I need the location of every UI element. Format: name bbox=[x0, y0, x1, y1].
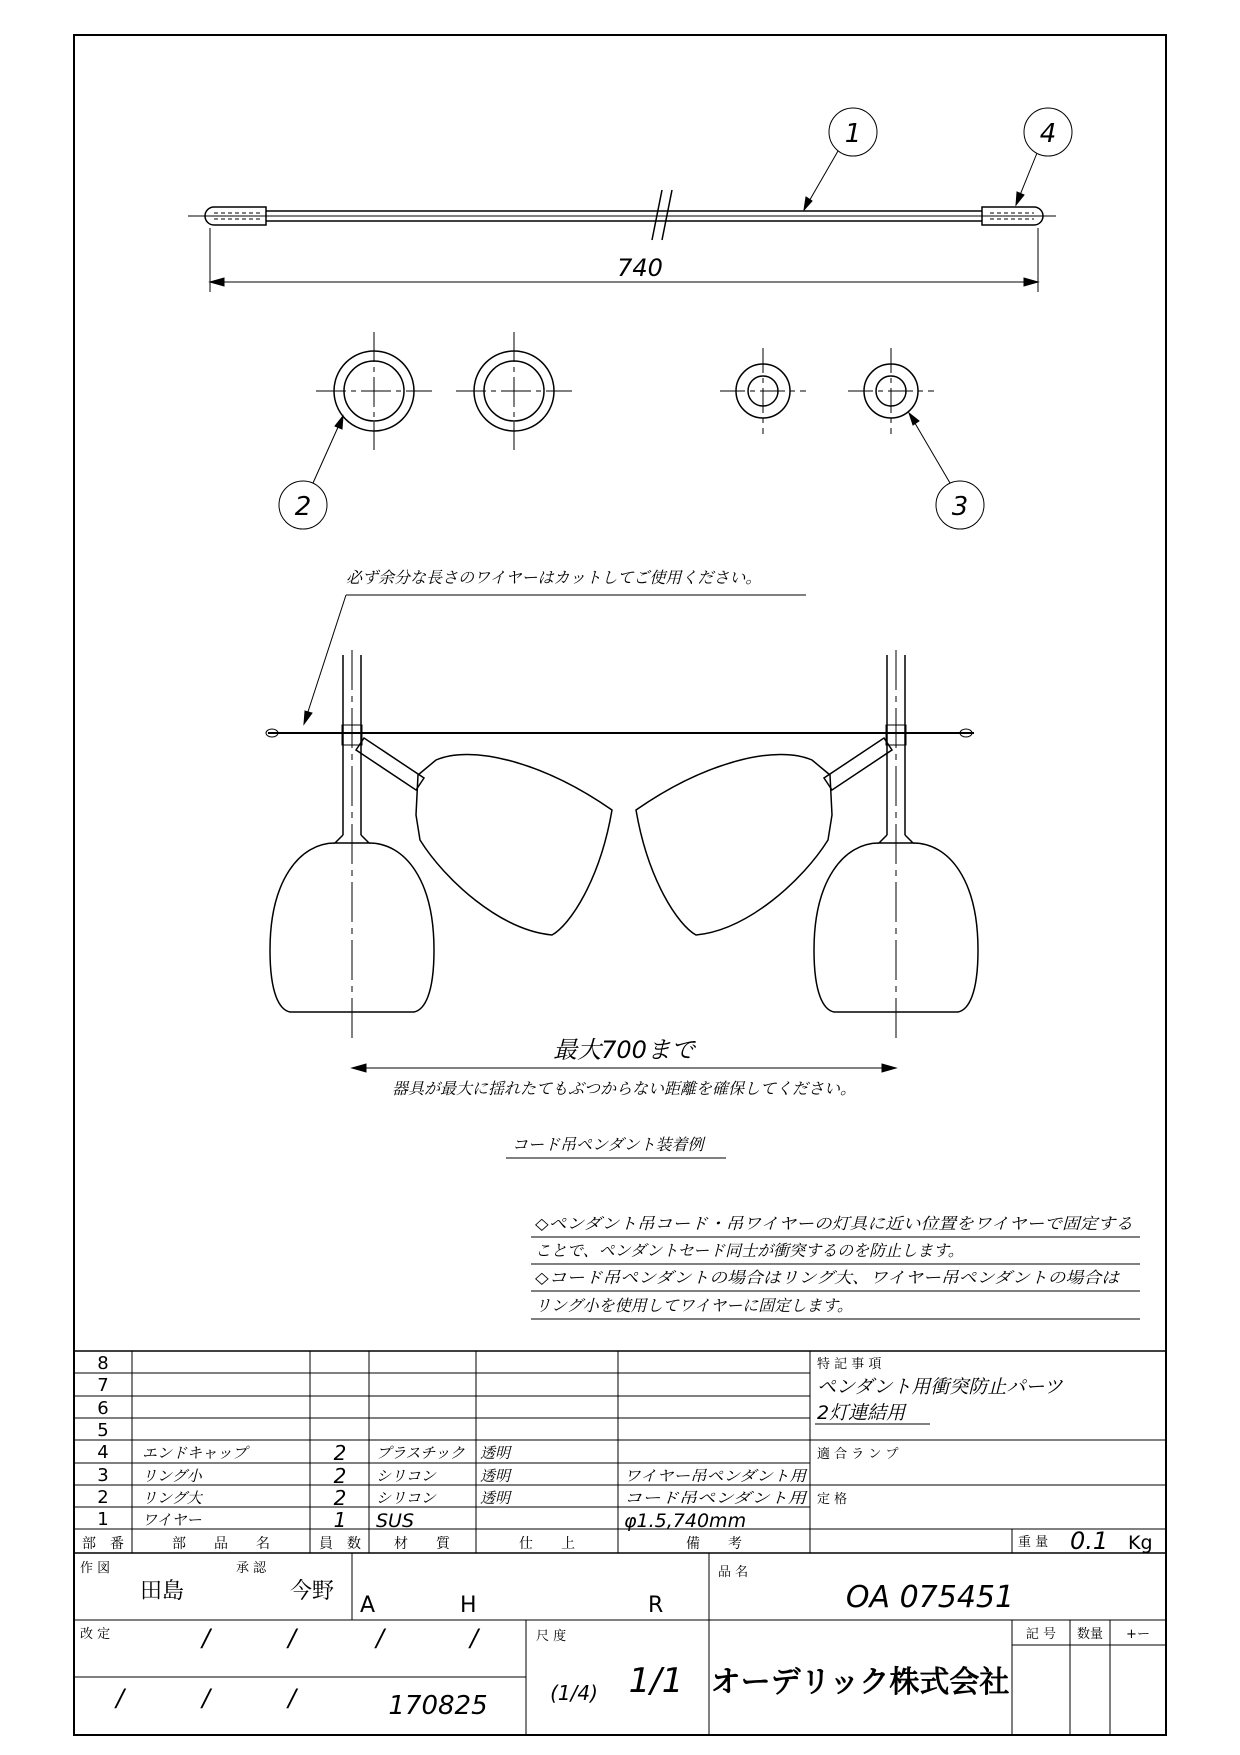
side-panel bbox=[815, 1356, 1153, 1555]
revision-slash-1: / bbox=[201, 1624, 211, 1652]
revision-slash-6: / bbox=[201, 1684, 211, 1712]
header-finish: 仕 上 bbox=[519, 1536, 575, 1552]
callout-4: 4 bbox=[1039, 119, 1057, 149]
product-code: OA 075451 bbox=[845, 1580, 1015, 1615]
weight-unit: Kg bbox=[1128, 1532, 1153, 1554]
quantity-label: 数量 bbox=[1076, 1627, 1104, 1642]
row-finish: 透明 bbox=[480, 1489, 511, 1507]
row-no: 2 bbox=[97, 1487, 109, 1508]
dim-max-700: 最大700まで bbox=[553, 1036, 695, 1064]
weight-value: 0.1 bbox=[1070, 1527, 1109, 1555]
title-block bbox=[80, 1561, 1150, 1721]
revision-date: 170825 bbox=[388, 1691, 488, 1721]
row-name: リング小 bbox=[142, 1467, 202, 1485]
sheet-border bbox=[74, 35, 1166, 1735]
table-row bbox=[97, 1420, 108, 1441]
scale-sub: (1/4) bbox=[550, 1681, 598, 1705]
grade-r: R bbox=[648, 1593, 664, 1618]
notes-block bbox=[531, 1214, 1140, 1319]
table-row bbox=[97, 1486, 808, 1510]
approved-label: 承 認 bbox=[236, 1561, 267, 1576]
row-finish: 透明 bbox=[480, 1444, 511, 1462]
pm-label: +ー bbox=[1126, 1627, 1150, 1642]
rating-label: 定 格 bbox=[817, 1492, 848, 1507]
row-name: リング大 bbox=[142, 1489, 202, 1507]
row-qty: 1 bbox=[333, 1508, 347, 1532]
row-material: プラスチック bbox=[376, 1444, 465, 1462]
row-qty: 2 bbox=[333, 1441, 347, 1465]
drawn-by: 田島 bbox=[140, 1579, 185, 1604]
revision-slash-3: / bbox=[375, 1624, 385, 1652]
row-material: シリコン bbox=[376, 1489, 436, 1507]
table-row bbox=[97, 1375, 108, 1396]
row-name: ワイヤー bbox=[142, 1511, 202, 1529]
row-remarks: コード吊ペンダント用 bbox=[624, 1489, 809, 1507]
table-header bbox=[82, 1535, 742, 1552]
symbol-label: 記 号 bbox=[1025, 1627, 1057, 1642]
row-qty: 2 bbox=[333, 1486, 347, 1510]
example-caption: コード吊ペンダント装着例 bbox=[512, 1135, 704, 1154]
lamp-label: 適 合 ラ ン プ bbox=[817, 1447, 899, 1462]
dim-wire-length: 740 bbox=[617, 254, 663, 282]
row-qty: 2 bbox=[333, 1464, 347, 1488]
note-line-2: ことで、ペンダントセード同士が衝突するのを防止します。 bbox=[535, 1241, 964, 1260]
parts-table bbox=[82, 1353, 808, 1552]
row-no: 8 bbox=[97, 1353, 109, 1374]
row-remarks: ワイヤー吊ペンダント用 bbox=[624, 1467, 809, 1485]
row-no: 5 bbox=[97, 1420, 109, 1441]
row-no: 6 bbox=[97, 1398, 109, 1419]
row-no: 1 bbox=[97, 1509, 109, 1530]
header-material: 材 質 bbox=[394, 1536, 450, 1552]
row-no: 3 bbox=[97, 1465, 109, 1486]
table-row bbox=[97, 1464, 808, 1488]
callout-1: 1 bbox=[844, 119, 862, 149]
special-notes-line2: 2灯連結用 bbox=[817, 1402, 906, 1424]
approved-by: 今野 bbox=[290, 1579, 335, 1604]
header-qty: 員 数 bbox=[319, 1536, 361, 1552]
company-name: オーデリック株式会社 bbox=[710, 1665, 1010, 1700]
note-clearance: 器具が最大に揺れたてもぶつからない距離を確保してください。 bbox=[391, 1079, 857, 1098]
row-finish: 透明 bbox=[480, 1467, 511, 1485]
scale-label: 尺 度 bbox=[536, 1629, 567, 1644]
assembly-drawing bbox=[266, 595, 978, 1158]
revision-slash-5: / bbox=[115, 1684, 125, 1712]
revision-slash-4: / bbox=[469, 1624, 479, 1652]
note-line-4: リング小を使用してワイヤーに固定します。 bbox=[535, 1296, 853, 1315]
header-remarks: 備 考 bbox=[686, 1536, 742, 1552]
header-name: 部 品 名 bbox=[172, 1536, 270, 1552]
special-notes-line1: ペンダント用衝突防止パーツ bbox=[817, 1376, 1063, 1398]
rings-drawing bbox=[279, 332, 984, 529]
revision-slash-2: / bbox=[287, 1624, 297, 1652]
scale-main: 1/1 bbox=[628, 1661, 684, 1701]
grade-h: H bbox=[460, 1593, 477, 1618]
row-name: エンドキャップ bbox=[142, 1444, 248, 1462]
drawn-label: 作 図 bbox=[80, 1561, 111, 1576]
table-row bbox=[97, 1398, 108, 1419]
row-material: シリコン bbox=[376, 1467, 436, 1485]
row-material: SUS bbox=[376, 1510, 415, 1532]
row-remarks: φ1.5,740mm bbox=[624, 1510, 747, 1532]
table-row bbox=[97, 1508, 746, 1532]
row-no: 4 bbox=[97, 1442, 109, 1463]
callout-3: 3 bbox=[951, 492, 969, 522]
header-no: 部 番 bbox=[82, 1536, 124, 1552]
product-label: 品 名 bbox=[718, 1565, 749, 1580]
row-no: 7 bbox=[97, 1375, 109, 1396]
table-row bbox=[97, 1441, 512, 1465]
revision-label: 改 定 bbox=[80, 1627, 111, 1642]
weight-label: 重 量 bbox=[1018, 1535, 1049, 1550]
note-wire-cut: 必ず余分な長さのワイヤーはカットしてご使用ください。 bbox=[346, 568, 762, 587]
revision-slash-7: / bbox=[287, 1684, 297, 1712]
table-row bbox=[97, 1353, 108, 1374]
note-line-1: ◇ペンダント吊コード・吊ワイヤーの灯具に近い位置をワイヤーで固定する bbox=[535, 1214, 1133, 1233]
special-notes-label: 特 記 事 項 bbox=[817, 1357, 882, 1372]
callout-2: 2 bbox=[294, 492, 312, 522]
note-line-3: ◇コード吊ペンダントの場合はリング大、ワイヤー吊ペンダントの場合は bbox=[535, 1268, 1121, 1287]
grade-a: A bbox=[360, 1593, 376, 1618]
